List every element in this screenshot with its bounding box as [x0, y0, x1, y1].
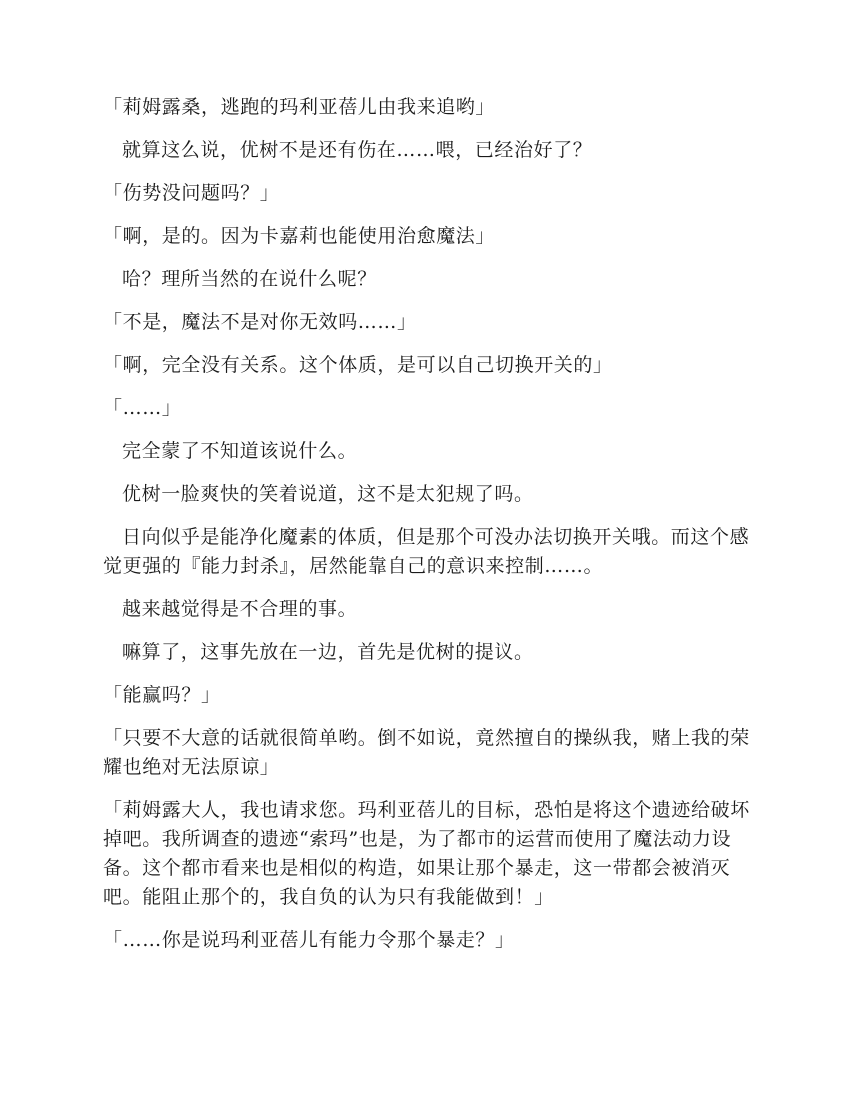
narration-paragraph: 优树一脸爽快的笑着说道，这不是太犯规了吗。: [122, 483, 534, 505]
dialogue-line: 「莉姆露大人，我也请求您。玛利亚蓓儿的目标，恐怕是将这个遗迹给破坏掉吧。我所调查的遗迹“索玛”也是，为了都市的运营而使用了魔法动力设备。这个都市看来也是相似的构造，如果让那个暴走，这一带都会被消灭吧。能阻止那个的，我自负的认为只有我能做到！」: [103, 799, 750, 908]
narration-paragraph: 越来越觉得是不合理的事。: [122, 598, 358, 620]
narration-paragraph: 嘛算了，这事先放在一边，首先是优树的提议。: [122, 641, 534, 663]
dialogue-line: 「不是，魔法不是对你无效吗……」: [103, 311, 417, 333]
dialogue-line: 「只要不大意的话就很简单哟。倒不如说，竟然擅自的操纵我，赌上我的荣耀也绝对无法原谅」: [103, 727, 750, 778]
dialogue-line: 「……」: [103, 397, 182, 419]
narration-paragraph: 日向似乎是能净化魔素的体质，但是那个可没办法切换开关哦。而这个感觉更强的『能力封杀』，居然能靠自己的意识来控制……。: [103, 526, 750, 577]
dialogue-line: 「啊，完全没有关系。这个体质，是可以自己切换开关的」: [103, 354, 613, 376]
document-body: [103, 93, 753, 969]
narration-paragraph: 就算这么说，优树不是还有伤在……喂，已经治好了？: [122, 139, 593, 161]
narration-paragraph: 完全蒙了不知道该说什么。: [122, 440, 358, 462]
dialogue-line: 「啊，是的。因为卡嘉莉也能使用治愈魔法」: [103, 225, 496, 247]
dialogue-line: 「莉姆露桑，逃跑的玛利亚蓓儿由我来追哟」: [103, 96, 496, 118]
dialogue-line: 「伤势没问题吗？」: [103, 182, 280, 204]
dialogue-line: 「能赢吗？」: [103, 684, 221, 706]
narration-paragraph: 哈？理所当然的在说什么呢？: [122, 268, 377, 290]
dialogue-line: 「……你是说玛利亚蓓儿有能力令那个暴走？」: [103, 929, 515, 951]
